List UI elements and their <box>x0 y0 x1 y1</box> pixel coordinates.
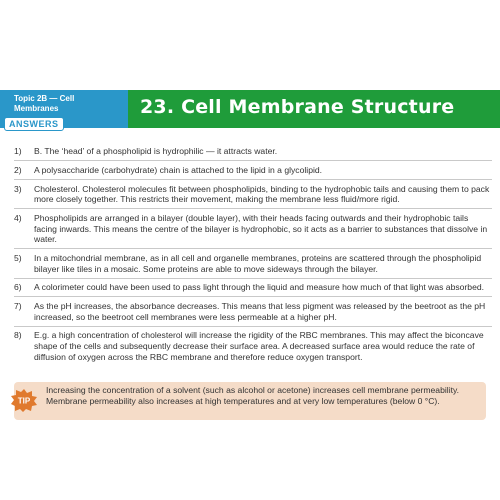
answer-item-7 <box>14 301 492 322</box>
tip-badge <box>10 388 38 412</box>
answer-list <box>14 146 492 366</box>
divider <box>14 208 492 209</box>
answer-number: 2) <box>14 164 22 175</box>
answer-item-1 <box>14 146 492 157</box>
answer-text: A polysaccharide (carbohydrate) chain is attached to the lipid in a glycolipid. <box>34 164 323 175</box>
tip-badge-icon <box>10 388 38 412</box>
answer-number: 1) <box>14 146 22 156</box>
answer-number: 3) <box>14 183 22 194</box>
answer-item-2 <box>14 165 492 176</box>
divider <box>14 179 492 180</box>
divider <box>14 160 492 161</box>
page-title: 23. Cell Membrane Structure <box>140 96 455 118</box>
answer-item-6 <box>14 282 492 293</box>
divider <box>14 296 492 297</box>
divider <box>14 326 492 327</box>
answer-number: 7) <box>14 301 22 312</box>
answer-number: 5) <box>14 252 22 263</box>
answer-number: 6) <box>14 282 22 293</box>
answer-item-3 <box>14 184 492 205</box>
answer-text: E.g. a high concentration of cholesterol will increase the rigidity of the RBC membranes. This may affect the biconcave shape of the cells and subsequently decrease their surface area. A decreased surface area would reduce the rate of diffusion of oxygen across the RBC membrane and therefore reduce oxygen transport. <box>34 330 484 362</box>
divider <box>14 278 492 279</box>
answers-tab: ANSWERS <box>4 117 64 131</box>
topic-label: Topic 2B — Cell Membranes <box>14 94 75 113</box>
answer-item-5 <box>14 253 492 274</box>
topic-box <box>0 90 128 128</box>
answer-item-8 <box>14 330 492 362</box>
answer-number: 8) <box>14 330 22 341</box>
answer-item-4 <box>14 213 492 245</box>
answer-text: A colorimeter could have been used to pass light through the liquid and measure how much of that light was absorbed. <box>34 282 485 293</box>
answer-text: Cholesterol. Cholesterol molecules fit between phospholipids, binding to the hydrophobic tails and causing them to pack more closely together. This restricts their movement, making the membrane less fluid/more rigid. <box>34 183 490 205</box>
tip-box <box>14 382 486 420</box>
tip-text: Increasing the concentration of a solvent (such as alcohol or acetone) increases cell membrane permeability. Membrane permeability also increases at high temperatures and at very low temperatures (below 0 °C). <box>46 385 460 406</box>
answer-number: 4) <box>14 212 22 223</box>
divider <box>14 248 492 249</box>
answer-text: B. The ‘head’ of a phospholipid is hydrophilic — it attracts water. <box>34 146 278 156</box>
answer-text: Phospholipids are arranged in a bilayer (double layer), with their heads facing outwards and their hydrophobic tails facing inwards. This means the centre of the bilayer is hydrophobic, so it acts as a barrier to substances that dissolve in water. <box>34 212 488 245</box>
title-box <box>128 90 500 128</box>
page-header <box>0 90 500 128</box>
answer-text: In a mitochondrial membrane, as in all cell and organelle membranes, proteins are scattered through the phospholipid bilayer like tiles in a mosaic. Some proteins are able to move sideways through the bilayer. <box>34 252 482 274</box>
tip-badge-label: TIP <box>17 396 31 406</box>
answer-text: As the pH increases, the absorbance decreases. This means that less pigment was released by the beetroot as the pH increased, so the beetroot cell membranes were less permeable at a higher pH. <box>34 301 486 322</box>
